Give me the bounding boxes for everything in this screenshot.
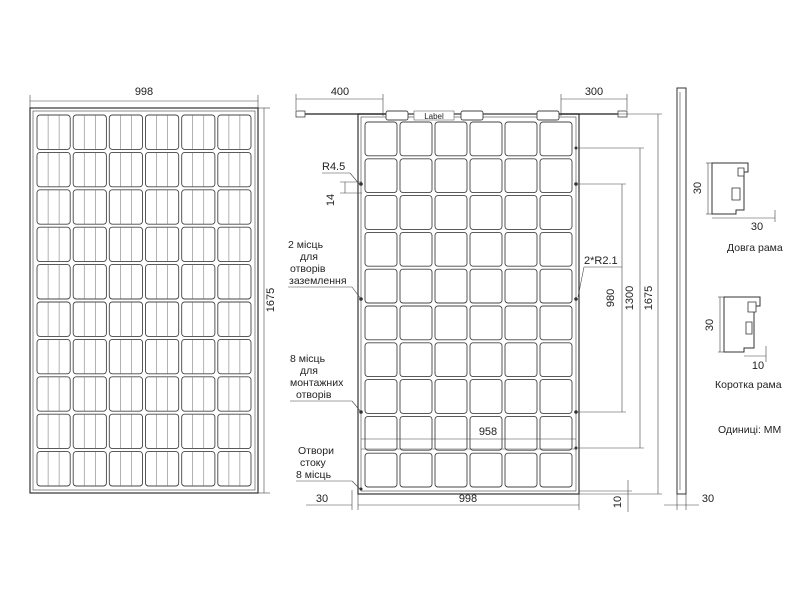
back-cell	[470, 306, 502, 340]
side-dim-30-label: 30	[701, 493, 715, 505]
junction-box-right	[537, 111, 559, 120]
front-cell	[37, 190, 70, 224]
front-cell	[182, 339, 215, 373]
back-cell	[470, 122, 502, 156]
short-frame-profile	[704, 297, 782, 391]
front-cell	[182, 302, 215, 336]
back-cell	[540, 196, 572, 230]
dim-14-label: 14	[325, 193, 337, 207]
dim-998-bottom-label: 998	[458, 493, 478, 505]
back-cell	[505, 232, 537, 266]
back-cell	[540, 380, 572, 414]
front-cell	[109, 377, 142, 411]
front-cell	[109, 414, 142, 448]
front-cell	[146, 302, 179, 336]
back-cell	[435, 453, 467, 487]
back-cell	[400, 380, 432, 414]
dim-1675-label: 1675	[643, 285, 655, 311]
front-cell	[37, 227, 70, 261]
dim-1300-label: 1300	[624, 285, 636, 311]
front-cell	[218, 339, 251, 373]
back-cell	[400, 416, 432, 450]
back-cell	[505, 380, 537, 414]
long-frame-caption: Довга рама	[727, 242, 783, 254]
front-cell	[218, 452, 251, 486]
svg-text:2 місць: 2 місць	[288, 239, 324, 251]
front-cell	[37, 115, 70, 149]
short-frame-caption: Коротка рама	[715, 379, 782, 391]
dim-30-bottom-label: 30	[315, 493, 329, 505]
r45-label: R4.5	[322, 161, 346, 173]
front-cell	[37, 452, 70, 486]
front-cell	[109, 152, 142, 186]
front-cell	[109, 265, 142, 299]
dim-10-bottom-label: 10	[612, 495, 624, 509]
long-dim-h-label: 30	[750, 221, 764, 233]
back-cell	[365, 196, 397, 230]
svg-text:отворів: отворів	[290, 263, 326, 275]
back-cell	[400, 306, 432, 340]
back-cell	[435, 269, 467, 303]
svg-text:Отвори: Отвори	[298, 445, 334, 457]
front-cell	[146, 265, 179, 299]
back-cell	[400, 453, 432, 487]
front-cell	[37, 152, 70, 186]
front-height-label: 1675	[265, 287, 277, 313]
back-cell	[365, 269, 397, 303]
front-cell	[37, 339, 70, 373]
back-cell	[470, 380, 502, 414]
back-cell	[505, 269, 537, 303]
label-text: Label	[424, 112, 444, 121]
back-cell	[435, 306, 467, 340]
front-cell	[146, 227, 179, 261]
svg-text:монтажних: монтажних	[290, 377, 344, 389]
front-cell	[109, 339, 142, 373]
front-cell	[218, 115, 251, 149]
front-cell	[182, 452, 215, 486]
side-profile	[664, 88, 714, 510]
front-cell	[109, 302, 142, 336]
back-cell	[365, 232, 397, 266]
back-cell	[505, 159, 537, 193]
back-cell	[540, 416, 572, 450]
back-cell	[400, 122, 432, 156]
front-cell	[146, 152, 179, 186]
back-cell	[435, 196, 467, 230]
svg-text:для: для	[300, 251, 318, 263]
front-cell	[182, 377, 215, 411]
back-cell	[470, 343, 502, 377]
back-cell-grid	[365, 122, 572, 487]
back-cell	[365, 380, 397, 414]
back-cell	[540, 232, 572, 266]
back-cell	[505, 196, 537, 230]
back-cell	[365, 343, 397, 377]
front-cell	[146, 190, 179, 224]
back-cell	[540, 122, 572, 156]
back-cell	[435, 343, 467, 377]
front-cell	[73, 452, 106, 486]
drain-hole-left	[360, 488, 363, 491]
back-cell	[505, 416, 537, 450]
units-label: Одиниці: ММ	[718, 424, 782, 436]
dim-980-label: 980	[605, 288, 617, 308]
mounting-holes-note	[290, 353, 361, 412]
front-cell	[109, 115, 142, 149]
back-cell	[365, 159, 397, 193]
hole-left-top	[359, 182, 363, 186]
back-cell	[365, 453, 397, 487]
back-cell	[470, 232, 502, 266]
front-cell	[182, 265, 215, 299]
dim-400-label: 400	[330, 86, 350, 98]
junction-box-left	[386, 111, 408, 120]
front-cell	[218, 227, 251, 261]
back-cell	[540, 343, 572, 377]
back-cell	[505, 453, 537, 487]
back-cell	[400, 159, 432, 193]
front-cell	[109, 190, 142, 224]
back-cell	[540, 306, 572, 340]
front-cell	[146, 115, 179, 149]
front-cell	[73, 190, 106, 224]
drain-holes-note	[296, 445, 361, 490]
front-cell	[109, 452, 142, 486]
r21-label: 2*R2.1	[584, 255, 618, 267]
back-cell	[470, 453, 502, 487]
mount-hole-left	[359, 410, 363, 414]
back-cell	[435, 159, 467, 193]
side-frame-profile	[677, 88, 686, 494]
long-dim-v-label: 30	[692, 181, 704, 195]
front-cell	[218, 302, 251, 336]
mount-hole-right	[574, 410, 578, 414]
back-cell	[470, 196, 502, 230]
front-cell	[73, 227, 106, 261]
front-cell	[37, 377, 70, 411]
back-cell	[435, 232, 467, 266]
svg-text:отворів: отворів	[296, 389, 332, 401]
front-cell	[146, 414, 179, 448]
back-cell	[365, 122, 397, 156]
back-cell	[540, 453, 572, 487]
ground-hole-left	[359, 297, 363, 301]
front-cell	[37, 265, 70, 299]
ground-hole-right	[574, 297, 578, 301]
front-cell	[73, 152, 106, 186]
front-width-label: 998	[134, 86, 154, 98]
front-cell-grid	[37, 115, 251, 486]
svg-text:заземлення: заземлення	[289, 275, 347, 287]
front-cell	[146, 377, 179, 411]
left-connector	[296, 111, 305, 117]
back-cell	[470, 159, 502, 193]
back-cell	[505, 122, 537, 156]
back-cell	[365, 306, 397, 340]
back-cell	[400, 343, 432, 377]
back-cell	[505, 343, 537, 377]
front-cell	[218, 190, 251, 224]
back-cell	[435, 122, 467, 156]
front-cell	[146, 452, 179, 486]
back-cell	[400, 269, 432, 303]
back-cell	[435, 380, 467, 414]
hole-right-top	[575, 147, 578, 150]
front-cell	[73, 414, 106, 448]
svg-text:для: для	[300, 365, 318, 377]
front-cell	[73, 302, 106, 336]
back-cell	[540, 269, 572, 303]
front-cell	[218, 152, 251, 186]
back-view	[288, 86, 662, 512]
front-cell	[37, 302, 70, 336]
front-cell	[37, 414, 70, 448]
svg-text:стоку: стоку	[300, 457, 326, 469]
back-cell	[365, 416, 397, 450]
front-cell	[73, 377, 106, 411]
back-cell	[470, 269, 502, 303]
front-view	[30, 86, 277, 493]
front-cell	[218, 377, 251, 411]
front-cell	[182, 152, 215, 186]
junction-box-center	[461, 111, 483, 120]
mount-hole-right-top	[574, 182, 578, 186]
front-cell	[182, 414, 215, 448]
front-cell	[109, 227, 142, 261]
svg-text:8 місць: 8 місць	[290, 353, 326, 365]
back-cell	[400, 196, 432, 230]
front-cell	[218, 414, 251, 448]
svg-text:8 місць: 8 місць	[296, 469, 332, 481]
front-cell	[182, 227, 215, 261]
dim-958-label: 958	[478, 426, 498, 438]
front-cell	[73, 115, 106, 149]
front-cell	[73, 339, 106, 373]
short-dim-v-label: 30	[704, 318, 716, 332]
back-cell	[540, 159, 572, 193]
front-cell	[146, 339, 179, 373]
front-cell	[182, 190, 215, 224]
grounding-holes-note	[288, 239, 361, 299]
long-frame-profile	[692, 163, 783, 254]
short-dim-h-label: 10	[751, 360, 765, 372]
front-cell	[73, 265, 106, 299]
dim-300-label: 300	[584, 86, 604, 98]
back-cell	[435, 416, 467, 450]
back-cell	[400, 232, 432, 266]
back-cell	[505, 306, 537, 340]
front-cell	[218, 265, 251, 299]
front-cell	[182, 115, 215, 149]
